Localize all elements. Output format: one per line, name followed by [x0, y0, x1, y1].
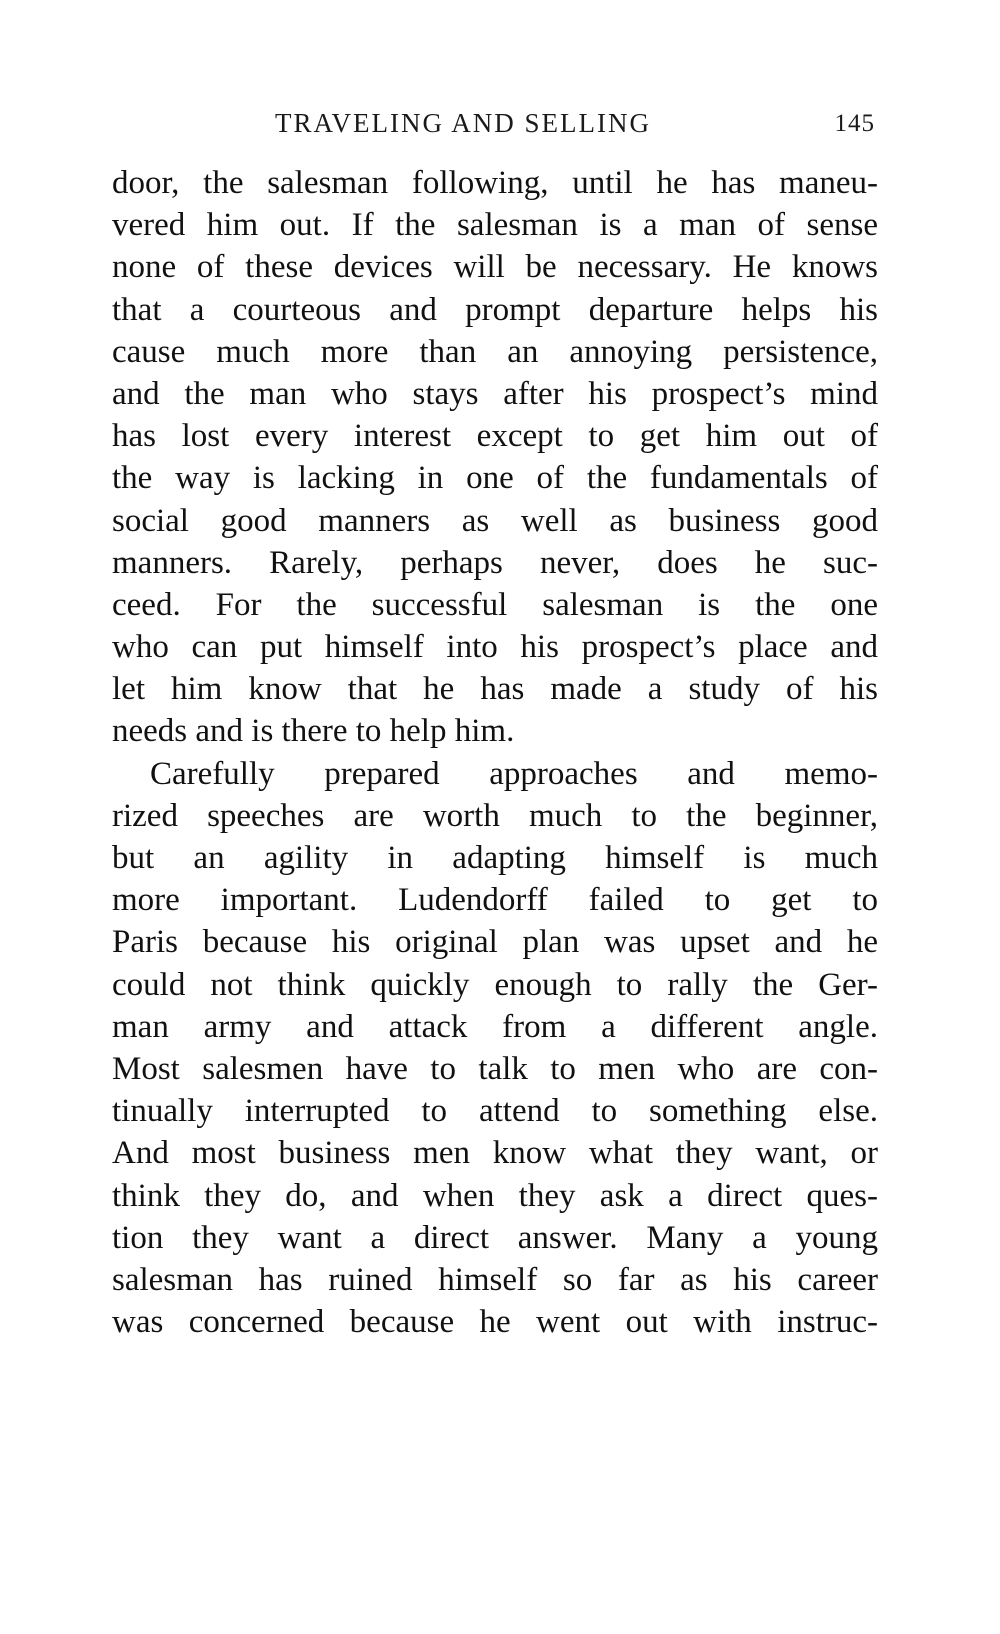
text-line: has lost every interest except to get him out of [112, 418, 878, 455]
text-line: needs and is there to help him. [112, 713, 515, 750]
text-line: think they do, and when they ask a direct ques- [112, 1177, 878, 1214]
text-line: Carefully prepared approaches and memo- [150, 755, 878, 792]
text-line: the way is lacking in one of the fundamentals of [112, 460, 878, 497]
body-text [112, 162, 878, 1343]
page-number: 145 [834, 110, 875, 137]
paragraph-1 [112, 162, 878, 753]
text-line: was concerned because he went out with instruc- [112, 1304, 878, 1341]
text-line: more important. Ludendorff failed to get to [112, 882, 878, 919]
text-line: Most salesmen have to talk to men who are con- [112, 1050, 878, 1087]
running-title: TRAVELING AND SELLING [275, 108, 651, 138]
text-line: let him know that he has made a study of his [112, 671, 878, 708]
paragraph-2 [112, 753, 878, 1344]
text-line: ceed. For the successful salesman is the one [112, 586, 878, 623]
text-line: but an agility in adapting himself is much [112, 840, 878, 876]
text-line: Paris because his original plan was upset and he [112, 924, 878, 961]
text-line: man army and attack from a different angle. [112, 1008, 878, 1045]
text-line: who can put himself into his prospect’s place and [112, 629, 878, 666]
text-line: vered him out. If the salesman is a man of sense [112, 207, 878, 244]
text-line: social good manners as well as business good [112, 502, 878, 539]
text-line: And most business men know what they want, or [112, 1135, 878, 1172]
text-line: tion they want a direct answer. Many a young [112, 1219, 878, 1256]
text-line: and the man who stays after his prospect’s mind [112, 375, 878, 412]
text-line: that a courteous and prompt departure helps his [112, 291, 878, 328]
text-line: rized speeches are worth much to the beginner, [112, 797, 878, 834]
text-line: cause much more than an annoying persistence, [112, 333, 878, 370]
text-line: none of these devices will be necessary. He knows [112, 249, 878, 286]
text-line: tinually interrupted to attend to something else. [112, 1093, 878, 1130]
running-head [115, 108, 875, 148]
text-line: could not think quickly enough to rally the Ger- [112, 966, 878, 1003]
text-line: salesman has ruined himself so far as his career [112, 1261, 878, 1298]
text-line: door, the salesman following, until he has maneu- [112, 165, 878, 201]
text-line: manners. Rarely, perhaps never, does he suc- [112, 544, 878, 581]
